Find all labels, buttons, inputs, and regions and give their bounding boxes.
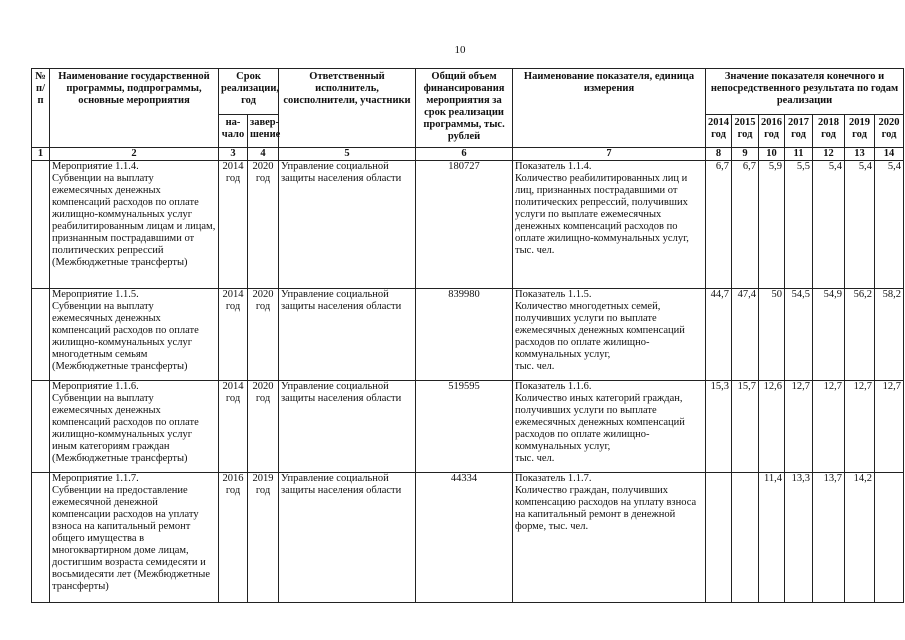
- responsible-executor: Управление социальной защиты населения области: [279, 473, 416, 603]
- header-year: 2018 год: [813, 115, 845, 148]
- indicator-value: 12,7: [785, 381, 813, 473]
- table-row: [32, 381, 904, 473]
- header-year: 2020 год: [875, 115, 904, 148]
- indicator-name: Показатель 1.1.4. Количество реабилитированных лиц и лиц, признанных пострадавшими от политических репрессий, получивших услуги по выплате ежемесячных денежных компенсаций расходов по оплате жилищно-коммунальных услуг, тыс. чел.: [513, 161, 706, 289]
- row-number: [32, 289, 50, 381]
- header-year: 2015 год: [732, 115, 759, 148]
- column-number: 7: [513, 148, 706, 161]
- measure-name: Мероприятие 1.1.7. Субвенции на предоставление ежемесячной денежной компенсации расходов на уплату взноса на капитальный ремонт общего имущества в многоквартирном доме лицам, достигшим возраста семидесяти и восьмидесяти лет (Межбюджетные трансферты): [50, 473, 219, 603]
- start-year: 2014 год: [219, 381, 248, 473]
- column-number: 1: [32, 148, 50, 161]
- indicator-value: 54,5: [785, 289, 813, 381]
- indicator-value: 15,3: [706, 381, 732, 473]
- header-finance: Общий объем финансирования мероприятия за срок реализации программы, тыс. рублей: [416, 69, 513, 148]
- header-no: № п/п: [32, 69, 50, 148]
- indicator-value: 14,2: [845, 473, 875, 603]
- indicator-value: 13,3: [785, 473, 813, 603]
- header-year: 2017 год: [785, 115, 813, 148]
- start-year: 2014 год: [219, 289, 248, 381]
- header-indicator: Наименование показателя, единица измерения: [513, 69, 706, 148]
- measure-name: Мероприятие 1.1.4. Субвенции на выплату ежемесячных денежных компенсаций расходов по оплате жилищно-коммунальных услуг реабилитированным лицам и лицам, признанным пострадавшими от политических репрессий (Межбюджетные трансферты): [50, 161, 219, 289]
- indicator-name: Показатель 1.1.5. Количество многодетных семей, получивших услуги по выплате ежемесячных денежных компенсаций расходов по оплате жилищно-коммунальных услуг, тыс. чел.: [513, 289, 706, 381]
- program-table: [31, 68, 904, 603]
- finance-amount: 180727: [416, 161, 513, 289]
- finance-amount: 839980: [416, 289, 513, 381]
- column-number: 2: [50, 148, 219, 161]
- header-term: Срок реализации, год: [219, 69, 279, 115]
- indicator-value: [875, 473, 904, 603]
- finance-amount: 519595: [416, 381, 513, 473]
- indicator-value: 6,7: [732, 161, 759, 289]
- header-year: 2019 год: [845, 115, 875, 148]
- indicator-value: 56,2: [845, 289, 875, 381]
- start-year: 2014 год: [219, 161, 248, 289]
- column-numbers-row: [32, 148, 904, 161]
- end-year: 2019 год: [248, 473, 279, 603]
- indicator-value: 11,4: [759, 473, 785, 603]
- indicator-value: 15,7: [732, 381, 759, 473]
- measure-name: Мероприятие 1.1.6. Субвенции на выплату ежемесячных денежных компенсаций расходов по оплате жилищно-коммунальных услуг иным категориям граждан (Межбюджетные трансферты): [50, 381, 219, 473]
- header-term-start: на-чало: [219, 115, 248, 148]
- row-number: [32, 161, 50, 289]
- indicator-value: 13,7: [813, 473, 845, 603]
- indicator-name: Показатель 1.1.7. Количество граждан, получивших компенсацию расходов на уплату взноса на капитальный ремонт в денежной форме, тыс. чел.: [513, 473, 706, 603]
- table-body: [32, 161, 904, 603]
- column-number: 10: [759, 148, 785, 161]
- header-year: 2016 год: [759, 115, 785, 148]
- indicator-value: 12,7: [845, 381, 875, 473]
- responsible-executor: Управление социальной защиты населения области: [279, 161, 416, 289]
- row-number: [32, 473, 50, 603]
- start-year: 2016 год: [219, 473, 248, 603]
- column-number: 8: [706, 148, 732, 161]
- table-row: [32, 161, 904, 289]
- indicator-value: 12,6: [759, 381, 785, 473]
- column-number: 9: [732, 148, 759, 161]
- indicator-value: 5,9: [759, 161, 785, 289]
- end-year: 2020 год: [248, 381, 279, 473]
- column-number: 4: [248, 148, 279, 161]
- header-name: Наименование государственной программы, подпрограммы, основные мероприятия: [50, 69, 219, 148]
- responsible-executor: Управление социальной защиты населения области: [279, 381, 416, 473]
- indicator-value: 54,9: [813, 289, 845, 381]
- indicator-value: 5,4: [813, 161, 845, 289]
- header-responsible: Ответственный исполнитель, соисполнители, участники: [279, 69, 416, 148]
- finance-amount: 44334: [416, 473, 513, 603]
- indicator-value: 50: [759, 289, 785, 381]
- header-values: Значение показателя конечного и непосредственного результата по годам реализации: [706, 69, 904, 115]
- indicator-value: [732, 473, 759, 603]
- indicator-value: [706, 473, 732, 603]
- indicator-value: 5,4: [875, 161, 904, 289]
- column-number: 5: [279, 148, 416, 161]
- indicator-value: 12,7: [875, 381, 904, 473]
- indicator-name: Показатель 1.1.6. Количество иных категорий граждан, получивших услуги по выплате ежемесячных денежных компенсаций расходов по оплате жилищно-коммунальных услуг, тыс. чел.: [513, 381, 706, 473]
- indicator-value: 12,7: [813, 381, 845, 473]
- column-number: 13: [845, 148, 875, 161]
- indicator-value: 58,2: [875, 289, 904, 381]
- end-year: 2020 год: [248, 289, 279, 381]
- responsible-executor: Управление социальной защиты населения области: [279, 289, 416, 381]
- table-row: [32, 473, 904, 603]
- indicator-value: 6,7: [706, 161, 732, 289]
- page-number: 10: [454, 44, 466, 56]
- column-number: 14: [875, 148, 904, 161]
- column-number: 12: [813, 148, 845, 161]
- row-number: [32, 381, 50, 473]
- indicator-value: 5,4: [845, 161, 875, 289]
- indicator-value: 5,5: [785, 161, 813, 289]
- header-year: 2014 год: [706, 115, 732, 148]
- measure-name: Мероприятие 1.1.5. Субвенции на выплату ежемесячных денежных компенсаций расходов по оплате жилищно-коммунальных услуг многодетным семьям (Межбюджетные трансферты): [50, 289, 219, 381]
- column-number: 11: [785, 148, 813, 161]
- table-row: [32, 289, 904, 381]
- indicator-value: 47,4: [732, 289, 759, 381]
- header-term-end: завер-шение: [248, 115, 279, 148]
- column-number: 6: [416, 148, 513, 161]
- end-year: 2020 год: [248, 161, 279, 289]
- indicator-value: 44,7: [706, 289, 732, 381]
- column-number: 3: [219, 148, 248, 161]
